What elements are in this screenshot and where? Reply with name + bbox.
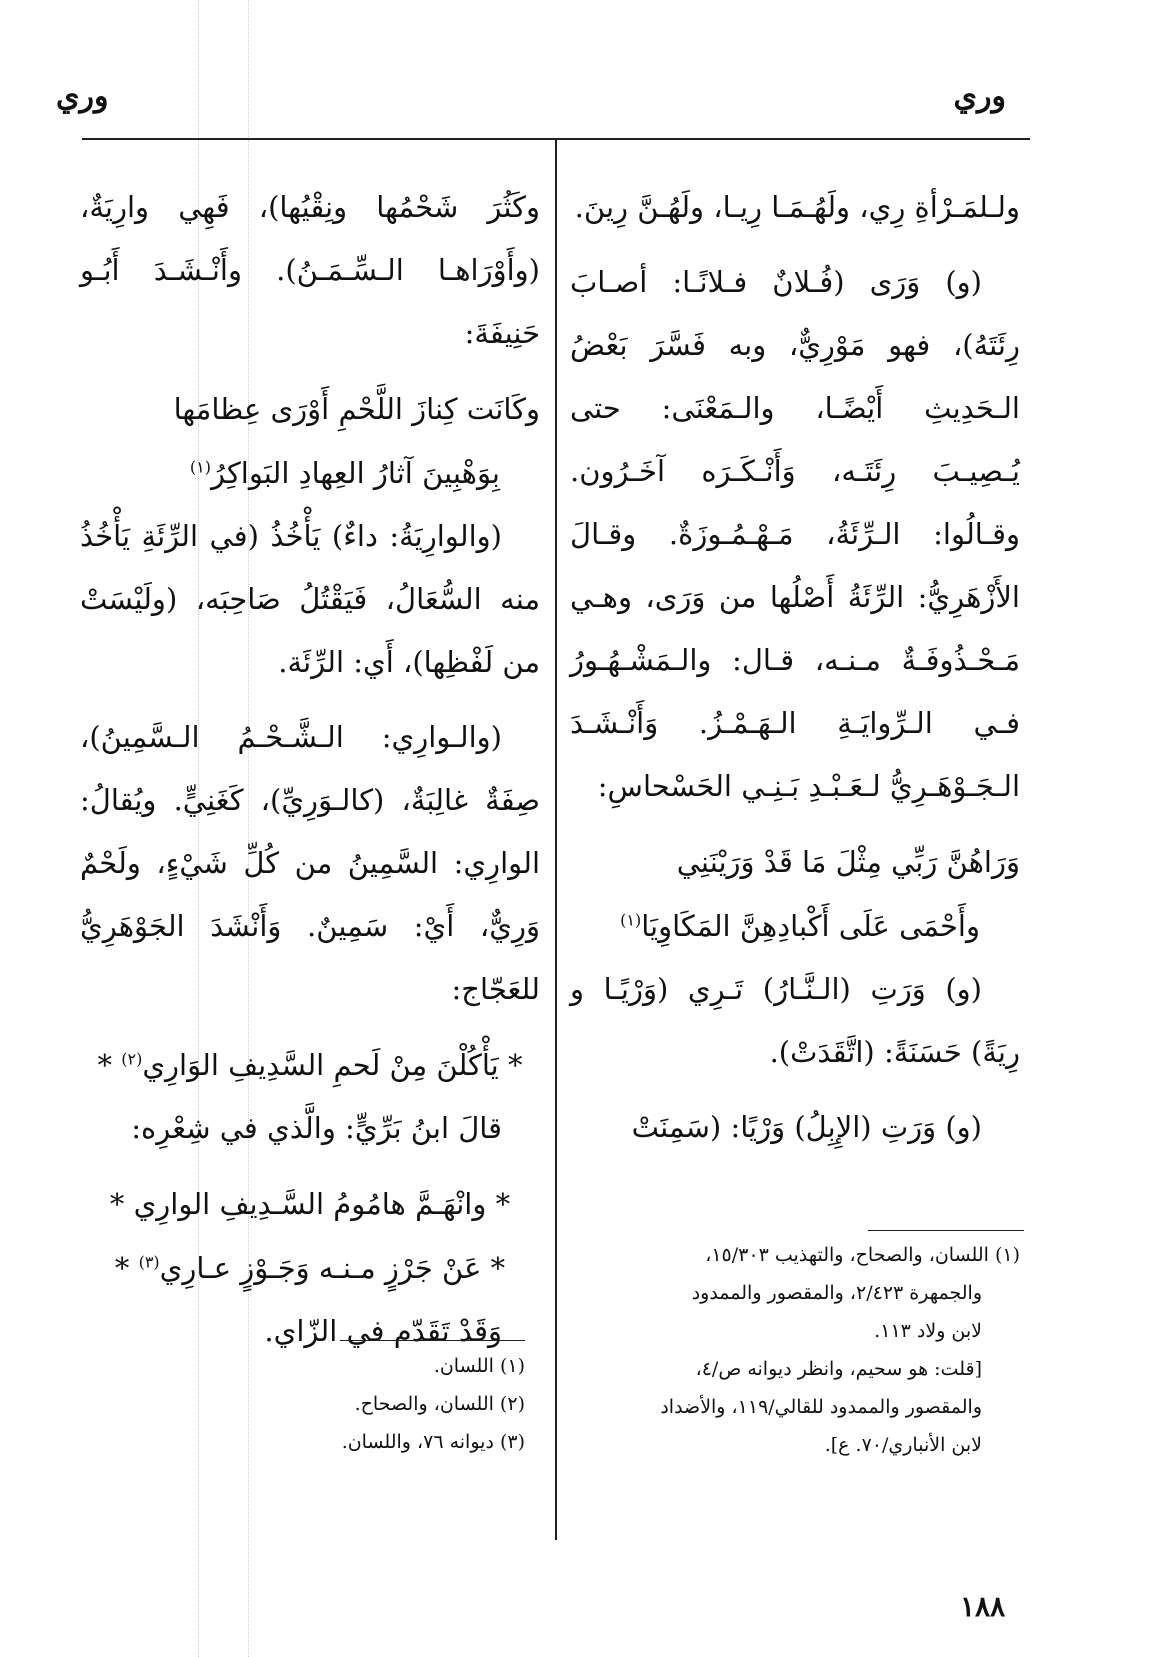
footnotes-left: [270, 1340, 525, 1461]
paragraph: وكَثُرَ شَحْمُها ونِقْيُها)، فَهِي وارِيَةٌ، (وأَوْرَاهـا الـسِّـمَـنُ). وأَنْـشَـدَ أَبُـو حَنِيفَةَ:: [80, 190, 540, 350]
paragraph: وَقَدْ تَقَدّم في الزّاي.: [264, 1314, 502, 1348]
star-mark: *: [114, 1251, 130, 1285]
footnote-line: (١) اللسان، والصحاح، والتهذيب ١٥/٣٠٣،: [705, 1244, 1020, 1266]
footnote-line: [قلت: هو سحيم، وانظر ديوانه ص/٤،: [695, 1358, 982, 1380]
running-head-left: وري: [56, 79, 109, 114]
footnote-rule: [868, 1230, 1024, 1231]
running-head-right: وري: [953, 79, 1006, 114]
page-number: ١٨٨: [960, 1590, 1006, 1623]
verse-line: [80, 441, 540, 505]
footnote-marker: (٣): [138, 1252, 160, 1272]
left-column: [80, 176, 540, 1375]
verse-text: وكَانَت كِنازَ اللَّحْمِ أَوْرَى عِظامَها: [173, 392, 540, 426]
footnote-line: (٢) اللسان، والصحاح.: [354, 1393, 525, 1415]
right-column: [570, 176, 1020, 1171]
verse-text: وَرَاهُنَّ رَبِّي مِثْلَ مَا قَدْ وَرَيْنَنِي: [676, 845, 1020, 879]
paragraph: (والـوارِي: الـشَّـحْـمُ الـسَّمِينُ)، صِفَةٌ غالِبَةٌ، (كالـوَرِيِّ)، كَغَنِيٍّ. ويُقالُ: الوارِي: السَّمِينُ من كُلِّ شَيْءٍ، ولَحْمٌ وَرِيٌّ، أَيْ: سَمِينٌ. وَأَنْشَدَ الجَوْهَرِيُّ للعَجّاج:: [80, 720, 540, 1006]
footnote-line: لابن ولاد ١١٣.: [874, 1320, 982, 1342]
footnote-line: لابن الأنباري/٧٠. ع].: [824, 1434, 982, 1456]
footnote-rule: [340, 1340, 525, 1341]
footnote-marker: (٢): [121, 1049, 143, 1069]
verse-line: [570, 830, 1020, 894]
footnotes-right: [600, 1236, 1020, 1464]
footnote-line: والمقصور والممدود للقالي/١١٩، والأضداد: [660, 1396, 982, 1418]
paragraph: (و) وَرَتِ (الـنَّـارُ) تَـرِي (وَرْيًـا و رِيَةً) حَسَنَةً: (اتَّقَدَتْ).: [570, 972, 1020, 1069]
star-mark: *: [97, 1048, 112, 1082]
paragraph: (و) وَرَى (فُـلانٌ فـلانًـا: أصـابَ رِئَتَهُ)، فهو مَوْرِيٌّ، وبه فَسَّرَ بَعْضُ الـحَدِيثِ أَيْضًـا، والـمَعْنَى: حتى يُـصِيـبَ رِئَتَـه، وَأَنْـكَـرَه آخَـرُون. وقـالُوا: الـرِّئَةُ، مَـهْـمُـوزَةٌ. وقـالَ الأَزْهَرِيُّ: الرِّئَةُ أَصْلُها من وَرَى، وهـي مَـحْـذُوفَـةٌ مـنـه، قـال: والـمَشْـهُـورُ فـي الـرِّوايَـةِ الـهَـمْـزُ. وَأَنْـشَـدَ الـجَـوْهَـرِيُّ لـعَـبْـدِ بَـنِـي الحَسْحاسِ:: [570, 265, 1020, 803]
footnote-marker: (١): [620, 910, 642, 930]
rajaz-line: [80, 1236, 540, 1300]
paragraph: ولـلمَـرْأةِ رِي، ولَهُـمَـا رِيـا، ولَهُـنَّ رِينَ.: [574, 190, 1020, 224]
paragraph: قالَ ابنُ بَرِّيٍّ: والَّذي في شِعْرِه:: [131, 1111, 502, 1145]
column-divider: [555, 140, 557, 1540]
verse-text: بِوَهْبِينَ آثارُ العِهادِ البَواكِرُ: [210, 456, 500, 490]
rajaz-line: [80, 1172, 540, 1236]
verse-text: * عَنْ جَرْزٍ مـنـه وَجَـوْزٍ عـارِي: [159, 1251, 506, 1285]
footnote-line: والجمهرة ٢/٤٢٣، والمقصور والممدود: [691, 1282, 982, 1304]
footnote-marker: (١): [189, 457, 211, 477]
paragraph: (والوارِيَةُ: داءٌ) يَأْخُذُ (في الرِّئَةِ يَأْخُذُ منه السُّعَالُ، فَيَقْتُلُ صَاحِبَه، (ولَيْسَتْ من لَفْظِها)، أَي: الرِّئَة.: [80, 519, 540, 679]
paragraph: (و) وَرَتِ (الإِبِلُ) وَرْيًا: (سَمِنَتْ: [631, 1110, 982, 1144]
verse-line: [80, 377, 540, 441]
rajaz-line: [80, 1033, 540, 1097]
verse-text: * يَأْكُلْنَ مِنْ لَحمِ السَّدِيفِ الوَارِي: [142, 1048, 523, 1082]
verse-line: [570, 894, 1020, 958]
footnote-line: (١) اللسان.: [433, 1355, 525, 1377]
verse-text: وأَحْمَى عَلَى أَكْبادِهِنَّ المَكَاوِيَا: [641, 909, 980, 943]
footnote-line: (٣) ديوانه ٧٦، واللسان.: [341, 1431, 525, 1453]
verse-text: * وانْهَـمَّ هامُومُ السَّـدِيفِ الوارِي *: [109, 1187, 511, 1221]
